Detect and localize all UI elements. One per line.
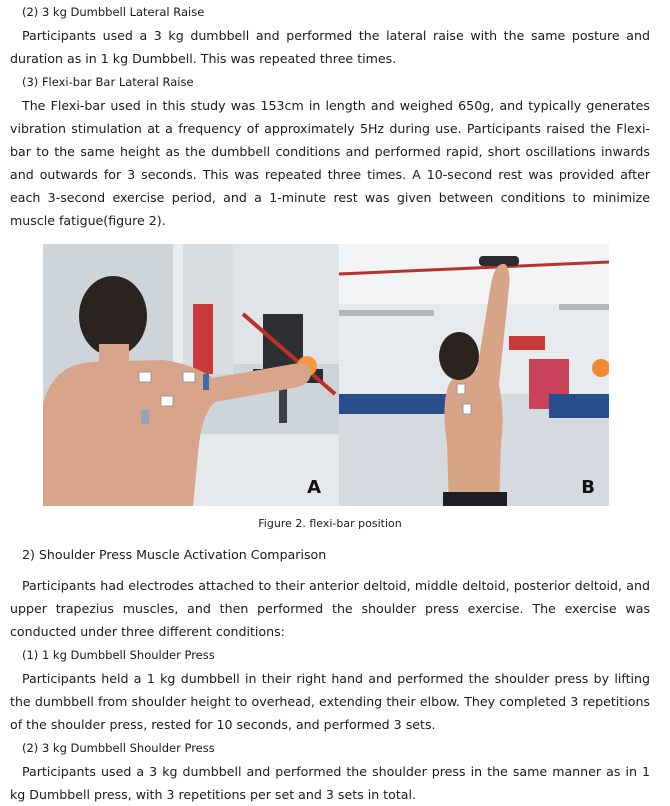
photo-panel-b <box>339 244 609 506</box>
photo-panel-a <box>43 244 339 506</box>
subheading-3kg-shoulder-press: (2) 3 kg Dumbbell Shoulder Press <box>22 741 215 755</box>
section-heading-shoulder-press: 2) Shoulder Press Muscle Activation Comparison <box>22 547 327 562</box>
figure-2 <box>43 244 609 506</box>
paragraph-3kg-lateral-raise: Participants used a 3 kg dumbbell and performed the lateral raise with the same posture and duration as in 1 kg Dumbbell. This was repeated three times. <box>10 28 650 66</box>
photo-b-illustration <box>339 244 609 506</box>
photo-a-illustration <box>43 244 339 506</box>
paragraph-flexibar-lateral-raise: The Flexi-bar used in this study was 153cm in length and weighed 650g, and typically generates vibration stimulation at a frequency of approximately 5Hz during use. Participants raised the Flexi-bar to the same height as the dumbbell conditions and performed rapid, short oscillations inwards and outwards for 3 seconds. This was repeated three times. A 10-second rest was provided after each 3-second exercise period, and a 1-minute rest was given between conditions to minimize muscle fatigue(figure 2). <box>10 98 650 228</box>
paragraph-shoulder-press-intro: Participants had electrodes attached to their anterior deltoid, middle deltoid, posterior deltoid, and upper trapezius muscles, and then performed the shoulder press exercise. The exercise was conducted under three different conditions: <box>10 578 650 639</box>
subheading-flexibar-lateral-raise: (3) Flexi-bar Bar Lateral Raise <box>22 75 194 89</box>
subheading-3kg-lateral-raise: (2) 3 kg Dumbbell Lateral Raise <box>22 5 205 19</box>
page-content <box>10 0 650 806</box>
subheading-1kg-shoulder-press: (1) 1 kg Dumbbell Shoulder Press <box>22 648 215 662</box>
paragraph-1kg-shoulder-press: Participants held a 1 kg dumbbell in their right hand and performed the shoulder press by lifting the dumbbell from shoulder height to overhead, extending their elbow. They completed 3 repetitions of the shoulder press, rested for 10 seconds, and performed 3 sets. <box>10 671 650 732</box>
figure-caption: Figure 2. flexi-bar position <box>258 517 402 530</box>
panel-label-b: B <box>581 477 595 498</box>
panel-label-a: A <box>307 477 321 498</box>
paragraph-3kg-shoulder-press: Participants used a 3 kg dumbbell and performed the shoulder press in the same manner as in 1 kg Dumbbell press, with 3 repetitions per set and 3 sets in total. <box>10 764 650 802</box>
